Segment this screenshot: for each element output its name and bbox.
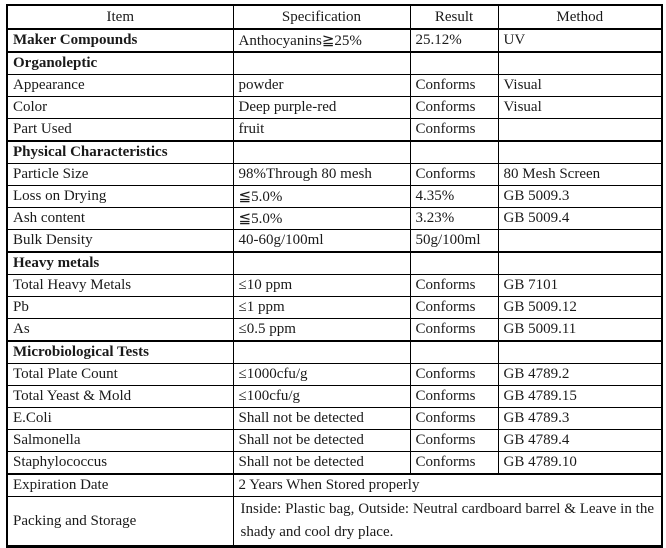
result-cell: 3.23% (410, 208, 498, 230)
specification-cell (233, 341, 410, 364)
method-cell: GB 4789.10 (498, 452, 662, 475)
specification-cell: Inside: Plastic bag, Outside: Neutral cardboard barrel & Leave in the shady and cool dry place. (233, 497, 662, 547)
specification-table (6, 4, 663, 548)
item-cell: Physical Characteristics (7, 141, 233, 164)
method-cell (498, 341, 662, 364)
item-cell: Appearance (7, 75, 233, 97)
column-header-result: Result (410, 5, 498, 29)
specification-cell (233, 252, 410, 275)
table-row (7, 164, 662, 186)
table-row (7, 119, 662, 142)
table-row (7, 97, 662, 119)
item-cell: Color (7, 97, 233, 119)
method-cell: 80 Mesh Screen (498, 164, 662, 186)
item-cell: Pb (7, 297, 233, 319)
item-cell: Organoleptic (7, 52, 233, 75)
specification-cell (233, 141, 410, 164)
result-cell: Conforms (410, 164, 498, 186)
result-cell: Conforms (410, 319, 498, 342)
method-cell (498, 230, 662, 253)
method-cell: GB 4789.15 (498, 386, 662, 408)
result-cell: Conforms (410, 275, 498, 297)
result-cell: Conforms (410, 386, 498, 408)
item-cell: Staphylococcus (7, 452, 233, 475)
item-cell: As (7, 319, 233, 342)
section-row (7, 141, 662, 164)
specification-cell: powder (233, 75, 410, 97)
method-cell: GB 5009.12 (498, 297, 662, 319)
item-cell: E.Coli (7, 408, 233, 430)
specification-cell (233, 52, 410, 75)
result-cell: 25.12% (410, 29, 498, 52)
item-cell: Bulk Density (7, 230, 233, 253)
item-cell: Total Heavy Metals (7, 275, 233, 297)
result-cell: 50g/100ml (410, 230, 498, 253)
specification-cell: ≦5.0% (233, 208, 410, 230)
result-cell (410, 252, 498, 275)
specification-cell: 40-60g/100ml (233, 230, 410, 253)
result-cell (410, 52, 498, 75)
item-cell: Part Used (7, 119, 233, 142)
result-cell: Conforms (410, 408, 498, 430)
header-row (7, 5, 662, 29)
method-cell: GB 4789.4 (498, 430, 662, 452)
specification-cell: ≤1 ppm (233, 297, 410, 319)
item-cell: Salmonella (7, 430, 233, 452)
specification-cell: ≤1000cfu/g (233, 364, 410, 386)
method-cell: GB 5009.4 (498, 208, 662, 230)
item-cell: Ash content (7, 208, 233, 230)
column-header-specification: Specification (233, 5, 410, 29)
method-cell: GB 4789.2 (498, 364, 662, 386)
specification-cell: Deep purple-red (233, 97, 410, 119)
section-row (7, 52, 662, 75)
specification-cell: Shall not be detected (233, 408, 410, 430)
spec-table-body (7, 29, 662, 547)
method-cell (498, 52, 662, 75)
method-cell: GB 5009.3 (498, 186, 662, 208)
item-cell: Loss on Drying (7, 186, 233, 208)
specification-cell: ≤0.5 ppm (233, 319, 410, 342)
table-row (7, 408, 662, 430)
method-cell: GB 4789.3 (498, 408, 662, 430)
table-row (7, 319, 662, 342)
method-cell (498, 141, 662, 164)
table-row (7, 297, 662, 319)
specification-cell: Anthocyanins≧25% (233, 29, 410, 52)
result-cell (410, 141, 498, 164)
method-cell (498, 252, 662, 275)
method-cell: GB 7101 (498, 275, 662, 297)
table-row (7, 75, 662, 97)
item-cell: Maker Compounds (7, 29, 233, 52)
item-cell: Expiration Date (7, 474, 233, 497)
method-cell: GB 5009.11 (498, 319, 662, 342)
item-cell: Microbiological Tests (7, 341, 233, 364)
section-row (7, 252, 662, 275)
table-row (7, 452, 662, 475)
method-cell: Visual (498, 97, 662, 119)
specification-cell: 2 Years When Stored properly (233, 474, 662, 497)
section-row (7, 341, 662, 364)
specification-cell: 98%Through 80 mesh (233, 164, 410, 186)
method-cell: Visual (498, 75, 662, 97)
table-row (7, 386, 662, 408)
specification-cell: Shall not be detected (233, 452, 410, 475)
specification-cell: ≦5.0% (233, 186, 410, 208)
specification-cell: fruit (233, 119, 410, 142)
column-header-method: Method (498, 5, 662, 29)
item-cell: Total Plate Count (7, 364, 233, 386)
result-cell: Conforms (410, 452, 498, 475)
item-cell: Packing and Storage (7, 497, 233, 547)
table-row (7, 186, 662, 208)
method-cell: UV (498, 29, 662, 52)
result-cell (410, 341, 498, 364)
column-header-item: Item (7, 5, 233, 29)
item-cell: Particle Size (7, 164, 233, 186)
table-row (7, 430, 662, 452)
result-cell: Conforms (410, 430, 498, 452)
item-cell: Total Yeast & Mold (7, 386, 233, 408)
result-cell: 4.35% (410, 186, 498, 208)
table-row (7, 364, 662, 386)
item-cell: Heavy metals (7, 252, 233, 275)
specification-cell: ≤100cfu/g (233, 386, 410, 408)
table-row (7, 208, 662, 230)
table-row (7, 230, 662, 253)
table-row (7, 497, 662, 547)
result-cell: Conforms (410, 97, 498, 119)
specification-cell: Shall not be detected (233, 430, 410, 452)
specification-cell: ≤10 ppm (233, 275, 410, 297)
table-row (7, 275, 662, 297)
method-cell (498, 119, 662, 142)
table-row (7, 474, 662, 497)
result-cell: Conforms (410, 364, 498, 386)
result-cell: Conforms (410, 297, 498, 319)
table-row (7, 29, 662, 52)
result-cell: Conforms (410, 75, 498, 97)
result-cell: Conforms (410, 119, 498, 142)
